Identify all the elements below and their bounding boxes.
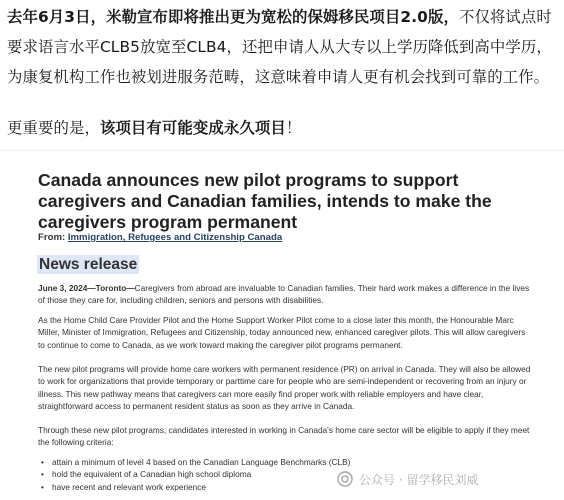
news-paragraph-4: Through these new pilot programs, candidates interested in working in Canada's home care sector will be eligible to apply if they meet the following criteria:: [38, 425, 530, 448]
article-p2-pre: 更重要的是，: [7, 119, 100, 137]
list-item: • attain a minimum of level 4 based on the Canadian Language Benchmarks (CLB): [38, 456, 538, 468]
watermark-text: 公众号 · 留学移民刘威: [359, 472, 479, 487]
from-label: From:: [38, 232, 66, 243]
list-item: • have recent and relevant work experience: [38, 481, 538, 493]
news-paragraph-3: The new pilot programs will provide home care workers with permanent residence (PR) on arrival in Canada. They will also be allowed to work for organizations that provide temporary or parttime care for people who are semi-independent or recovering from an injury or illness. This new pathway means that caregivers can more easily find proper work with reliable employers and have clear, straightforward access to permanent resident status as soon as they arrive in Canada.: [38, 364, 531, 412]
news-from: [38, 232, 282, 243]
news-paragraph-1: [38, 282, 534, 307]
news-title: Canada announces new pilot programs to support caregivers and Canadian families, intends to make the caregivers program permanent: [38, 170, 492, 232]
news-release-heading: News release: [39, 256, 138, 273]
embed-divider: [0, 150, 564, 151]
news-dateline: June 3, 2024—Toronto—: [38, 283, 135, 293]
article-lead-rest: 不仅将试点时要求语言水平CLB5放宽至CLB4，还把申请人从大专以上学历降低到高中学历，为康复机构工作也被划进服务范畴，这意味着申请人更有机会找到可靠的工作。: [7, 8, 552, 86]
list-item: • hold the equivalent of a Canadian high school diploma: [38, 468, 538, 480]
article-text: [7, 2, 559, 143]
article-p2-bold: 该项目有可能变成永久项目: [99, 119, 286, 137]
news-paragraph-2: As the Home Child Care Provider Pilot and the Home Support Worker Pilot come to a close later this month, the Honourable Marc Miller, Minister of Immigration, Refugees and Citizenship, today announced new, enhanced caregiver pilots. This will allow caregivers to continue to come to Canada, as we work toward making the caregiver pilot programs permanent.: [38, 315, 526, 350]
from-department-link[interactable]: Immigration, Refugees and Citizenship Canada: [67, 232, 283, 243]
watermark: [337, 470, 478, 488]
article-p2-post: ！: [285, 119, 302, 137]
article-paragraph-1: [7, 2, 559, 92]
article-paragraph-2: [7, 113, 559, 143]
wechat-official-account-icon: [337, 471, 353, 487]
news-paragraph-1-text: Caregivers from abroad are invaluable to Canadian families. Their hard work makes a difference in the lives of those they care for, including children, seniors and persons with disabilities.: [38, 283, 530, 306]
news-release-screenshot: [0, 150, 564, 500]
article-lead-bold: 去年6月3日，米勒宣布即将推出更为宽松的保姆移民项目2.0版，: [7, 8, 459, 26]
